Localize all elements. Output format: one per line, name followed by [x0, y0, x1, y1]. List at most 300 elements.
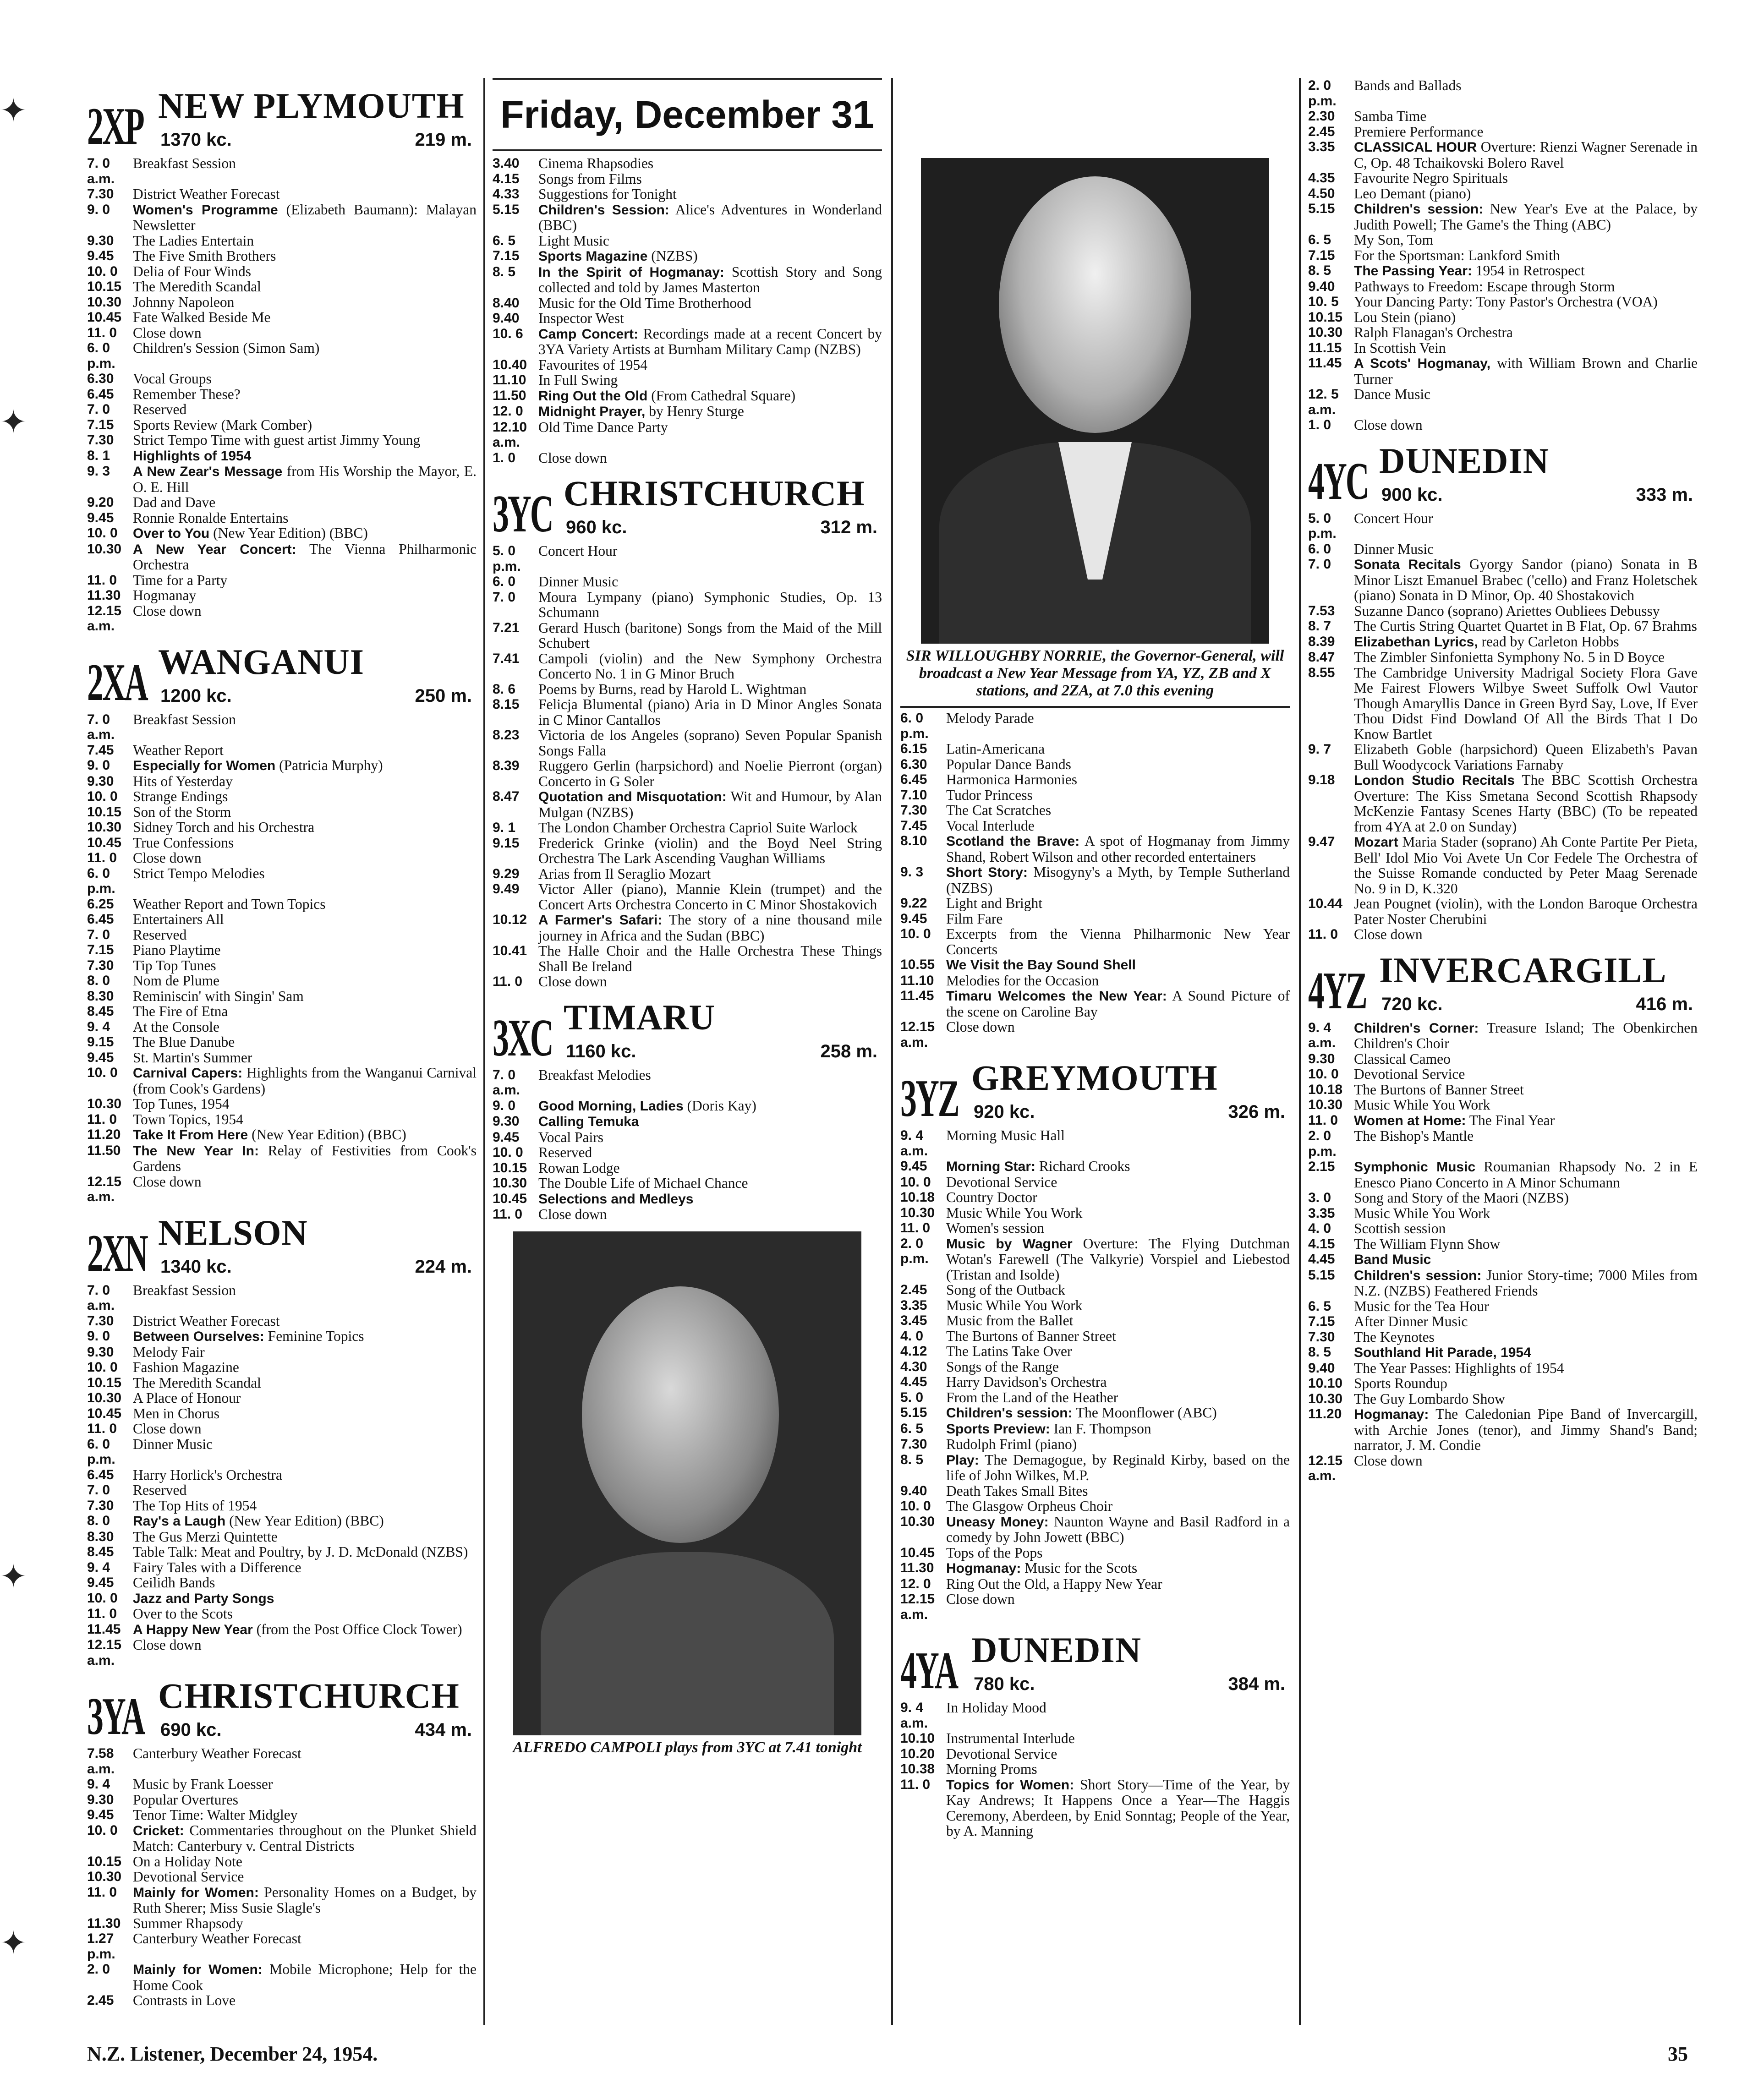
programme-title [1354, 232, 1698, 248]
programme-item [493, 1130, 882, 1145]
programme-item [493, 156, 882, 171]
programme-detail: 1954 in Retrospect [1472, 262, 1585, 279]
programme-item [900, 1220, 1290, 1236]
programme-time: 9. 4 a.m. [900, 1700, 928, 1731]
programme-title [1354, 1159, 1698, 1190]
programme-highlight: Between Ourselves: [133, 1329, 264, 1344]
programme-detail: Country Doctor [946, 1189, 1037, 1205]
programme-item [493, 326, 882, 357]
programme-item [87, 1345, 477, 1360]
programme-title [946, 757, 1290, 772]
programme-detail: Instrumental Interlude [946, 1730, 1075, 1746]
programme-item [900, 1359, 1290, 1375]
programme-highlight: Topics for Women: [946, 1777, 1074, 1793]
programme-detail: Victor Aller (piano), Mannie Klein (trumpet) and the Concert Arts Orchestra Concerto in C Minor Shostakovich [538, 881, 882, 913]
programme-time: 10.10 [1308, 1376, 1343, 1391]
programme-time: 4.33 [493, 186, 520, 202]
programme-time: 4.15 [493, 171, 520, 186]
programme-title [133, 1050, 477, 1066]
programme-title [946, 957, 1290, 973]
programme-title [538, 697, 882, 727]
programme-title [538, 233, 882, 249]
programme-detail: Vocal Interlude [946, 817, 1035, 834]
programme-title [946, 1282, 1290, 1298]
programme-detail: Suzanne Danco (soprano) Ariettes Oubliees Debussy [1354, 602, 1660, 619]
programme-detail: The Vienna Philharmonic Orchestra [133, 541, 477, 573]
programme-time: 8. 5 [1308, 1345, 1331, 1360]
programme-detail: Melody Fair [133, 1344, 205, 1360]
programme-list [900, 1700, 1290, 1839]
programme-title [133, 866, 477, 897]
programme-time: 10.30 [87, 1390, 122, 1405]
programme-title [538, 943, 882, 974]
programme-title [133, 387, 477, 402]
programme-detail: Summer Rhapsody [133, 1915, 243, 1931]
programme-highlight: Timaru Welcomes the New Year: [946, 989, 1167, 1004]
station-city: TIMARU [564, 997, 715, 1037]
programme-time: 9. 0 [493, 1098, 516, 1113]
programme-time: 3.35 [1308, 139, 1335, 154]
programme-detail: The Glasgow Orpheus Choir [946, 1498, 1113, 1514]
programme-title [1354, 387, 1698, 417]
programme-item [900, 1483, 1290, 1499]
programme-time: 7.30 [87, 432, 114, 448]
programme-title [133, 1606, 477, 1622]
programme-title [946, 818, 1290, 834]
programme-title [133, 1885, 477, 1916]
programme-detail: Latin-Americana [946, 741, 1045, 757]
programme-item [87, 1112, 477, 1127]
programme-title [133, 248, 477, 264]
programme-time: 9.45 [87, 248, 114, 263]
programme-time: 3.45 [900, 1313, 927, 1328]
programme-time: 10. 0 [1308, 1066, 1339, 1082]
programme-highlight: The New Year In: [133, 1143, 259, 1159]
programme-detail: Suggestions for Tonight [538, 186, 677, 202]
programme-time: 7. 0 [87, 927, 110, 942]
programme-time: 10. 0 [900, 926, 931, 941]
programme-detail: Breakfast Session [133, 711, 236, 727]
station-frequency: 1160 kc. [566, 1041, 636, 1061]
programme-title [1354, 1020, 1698, 1051]
programme-item [87, 1746, 477, 1777]
programme-time: 7. 0 a.m. [87, 156, 115, 186]
programme-time: 10.15 [87, 1854, 122, 1869]
programme-title [1354, 772, 1698, 834]
programme-detail: Morning Proms [946, 1761, 1037, 1777]
programme-detail: Close down [538, 1206, 607, 1222]
programme-title [1354, 355, 1698, 387]
programme-detail: Songs from Films [538, 170, 642, 187]
programme-title [133, 1591, 477, 1607]
programme-title [133, 1065, 477, 1096]
programme-title [133, 1437, 477, 1467]
programme-item [900, 1019, 1290, 1050]
programme-title [133, 1375, 477, 1391]
programme-time: 10. 0 [87, 1360, 118, 1375]
programme-title [946, 1205, 1290, 1221]
column-2 [493, 78, 882, 1763]
programme-time: 2.45 [87, 1993, 114, 2008]
programme-time: 4. 0 [1308, 1221, 1331, 1236]
station-2XN [87, 1209, 477, 1668]
programme-highlight: Mozart [1354, 835, 1398, 850]
programme-detail: (Elizabeth Baumann): Malayan Newsletter [133, 201, 477, 233]
programme-item [493, 388, 882, 404]
programme-highlight: Camp Concert: [538, 326, 638, 342]
programme-item [1308, 248, 1698, 263]
programme-item [1308, 1066, 1698, 1082]
programme-time: 8.39 [1308, 634, 1335, 649]
programme-detail: Old Time Dance Party [538, 419, 668, 435]
programme-time: 4. 0 [900, 1328, 924, 1344]
programme-detail: Children's Session (Simon Sam) [133, 340, 320, 356]
programme-item [87, 989, 477, 1004]
programme-item [900, 1190, 1290, 1205]
programme-detail: Song of the Outback [946, 1282, 1065, 1298]
programme-title [133, 958, 477, 973]
programme-title [1354, 201, 1698, 232]
programme-title [538, 1207, 882, 1222]
programme-detail: Short Story—Time of the Year, by Kay Andrews; It Happens Once a Year—The Haggis Ceremony, Aberdeen, by Enid Sonntag; People of the Year, by A. Manning [946, 1776, 1290, 1839]
programme-item [900, 926, 1290, 957]
programme-detail: Songs of the Range [946, 1358, 1059, 1375]
programme-detail: Close down [133, 1637, 202, 1653]
binding-mark-icon: ✦ [0, 405, 27, 440]
programme-item [900, 911, 1290, 927]
programme-item [900, 1128, 1290, 1159]
programme-detail: Scottish Story and Song collected and told by James Masterton [538, 263, 882, 295]
programme-item [87, 1807, 477, 1823]
programme-item [1308, 1453, 1698, 1484]
column-rule [483, 78, 485, 2025]
programme-item [493, 450, 882, 466]
programme-title [1354, 248, 1698, 263]
programme-item [87, 1792, 477, 1808]
programme-item [87, 1606, 477, 1622]
portrait-photo-norrie [921, 158, 1269, 644]
programme-detail: Fate Walked Beside Me [133, 309, 271, 325]
programme-title [133, 1004, 477, 1019]
programme-detail: Music While You Work [946, 1204, 1083, 1221]
programme-item [87, 1931, 477, 1962]
programme-item [87, 1143, 477, 1174]
programme-title [946, 1545, 1290, 1561]
programme-detail: Weather Report and Town Topics [133, 896, 326, 912]
programme-title [946, 864, 1290, 896]
programme-time: 8.39 [493, 758, 520, 773]
programme-detail: Dance Music [1354, 386, 1431, 402]
programme-title [133, 1482, 477, 1498]
programme-title [1354, 417, 1698, 433]
programme-item [87, 603, 477, 634]
programme-item [87, 958, 477, 973]
programme-item [1308, 834, 1698, 896]
programme-item [900, 1576, 1290, 1592]
programme-detail: Alice's Adventures in Wonderland (BBC) [538, 201, 882, 233]
programme-title [133, 371, 477, 387]
programme-detail: Strict Tempo Melodies [133, 865, 265, 881]
programme-time: 6.45 [900, 772, 927, 787]
programme-time: 9.45 [493, 1129, 520, 1145]
programme-item [493, 202, 882, 233]
programme-detail: Felicja Blumental (piano) Aria in D Minor Angles Sonata in C Minor Cantallos [538, 696, 882, 728]
programme-title [538, 836, 882, 866]
programme-item [900, 1390, 1290, 1405]
programme-item [1308, 201, 1698, 232]
programme-detail: Pathways to Freedom: Escape through Storm [1354, 278, 1615, 295]
programme-title [538, 543, 882, 574]
programme-time: 6.45 [87, 912, 114, 927]
programme-highlight: Women's Programme [133, 202, 278, 218]
programme-item [1308, 340, 1698, 356]
programme-detail: by Henry Sturge [645, 403, 744, 419]
programme-item [87, 1174, 477, 1205]
programme-detail: Top Tunes, 1954 [133, 1096, 230, 1112]
programme-title [1354, 294, 1698, 310]
programme-detail: Overture: The Flying Dutchman Wotan's Farewell (The Valkyrie) Vorspiel and Liebestod (Tristan and Isolde) [946, 1235, 1290, 1283]
programme-time: 8. 7 [1308, 618, 1331, 634]
programme-time: 7. 0 [87, 1482, 110, 1498]
programme-title [946, 772, 1290, 787]
programme-detail: Close down [133, 850, 202, 866]
programme-title [133, 588, 477, 603]
programme-time: 9.30 [1308, 1051, 1335, 1066]
station-call-sign: 2XA [87, 653, 147, 712]
programme-detail: Music for the Tea Hour [1354, 1298, 1489, 1314]
binding-mark-icon: ✦ [0, 1559, 27, 1595]
programme-item [1308, 186, 1698, 202]
programme-title [538, 881, 882, 912]
programme-title [133, 912, 477, 927]
programme-title [1354, 1391, 1698, 1407]
portrait-face [999, 176, 1191, 433]
programme-title [946, 1731, 1290, 1746]
programme-detail: Ceilidh Bands [133, 1575, 215, 1591]
programme-time: 10. 0 [87, 1065, 118, 1080]
programme-title [946, 1576, 1290, 1592]
programme-detail: The Cambridge University Madrigal Society Flora Gave Me Fairest Flowers Wilbye Sweet Suffolk Owl Vautor Though Amaryllis Dance in Green Byrd Say, Love, If Ever Thou Didst Find Dowland Of All the Birds That I Do Know Bartlet [1354, 664, 1698, 742]
programme-detail: Reserved [133, 401, 187, 417]
column-rule [1299, 78, 1301, 2025]
programme-item [493, 357, 882, 373]
programme-detail: Leo Demant (piano) [1354, 185, 1471, 202]
programme-item [87, 1823, 477, 1854]
programme-detail: Your Dancing Party: Tony Pastor's Orchestra (VOA) [1354, 294, 1658, 310]
programme-title [538, 820, 882, 836]
programme-item [87, 310, 477, 325]
programme-time: 10.45 [87, 835, 122, 850]
programme-title [538, 186, 882, 202]
programme-item [87, 1065, 477, 1096]
programme-time: 9. 3 [900, 864, 924, 880]
station-city: NELSON [158, 1212, 308, 1252]
programme-item [493, 264, 882, 295]
station-call-sign: 4YA [900, 1641, 957, 1700]
programme-item [87, 712, 477, 743]
programme-time: 10.20 [900, 1746, 935, 1761]
programme-time: 9.45 [87, 1575, 114, 1590]
programme-detail: with William Brown and Charlie Turner [1354, 355, 1698, 387]
programme-title [1354, 1066, 1698, 1082]
programme-title [946, 787, 1290, 803]
programme-time: 11.20 [1308, 1406, 1342, 1422]
programme-detail: Piano Playtime [133, 942, 221, 958]
programme-time: 11. 0 [1308, 1112, 1338, 1128]
programme-time: 10.12 [493, 912, 527, 927]
programme-detail: Maria Stader (soprano) Ah Conte Partite Per Pieta, Bell' Idol Mio Voi Avete Un Cor Fedele The Orchestra of the Suisse Romande conducted by Peter Maag Serenade No. 9 in D, K.320 [1354, 834, 1698, 897]
programme-detail: Table Talk: Meat and Poultry, by J. D. McDonald (NZBS) [133, 1544, 468, 1560]
programme-item [87, 233, 477, 249]
programme-item [900, 711, 1290, 741]
programme-item [900, 1545, 1290, 1561]
programme-item [87, 432, 477, 448]
programme-title [133, 1112, 477, 1127]
programme-detail: Rudolph Friml (piano) [946, 1436, 1077, 1452]
programme-title [133, 850, 477, 866]
programme-highlight: Children's session: [946, 1405, 1073, 1421]
programme-item [87, 1575, 477, 1591]
programme-title [133, 743, 477, 758]
programme-time: 9. 0 [87, 1329, 110, 1344]
programme-item [900, 1313, 1290, 1329]
station-header [87, 82, 477, 155]
programme-detail: St. Martin's Summer [133, 1049, 252, 1066]
programme-time: 11.45 [900, 988, 934, 1003]
programme-time: 12. 5 a.m. [1308, 387, 1339, 417]
programme-highlight: Ray's a Laugh [133, 1514, 226, 1529]
programme-detail: Strange Endings [133, 788, 228, 804]
programme-time: 8.45 [87, 1544, 114, 1559]
programme-item [87, 448, 477, 464]
programme-item [1308, 1128, 1698, 1159]
programme-item [1308, 1236, 1698, 1252]
programme-title [1354, 634, 1698, 650]
programme-item [87, 295, 477, 310]
programme-item [1308, 1159, 1698, 1190]
programme-detail: Tops of the Pops [946, 1544, 1043, 1561]
programme-detail: The Demagogue, by Reginald Kirby, based on the life of John Wilkes, M.P. [946, 1451, 1290, 1483]
programme-item [1308, 742, 1698, 772]
programme-detail: Reserved [133, 926, 187, 943]
programme-title [133, 1622, 477, 1638]
programme-item [87, 912, 477, 927]
programme-highlight: Midnight Prayer, [538, 404, 646, 419]
programme-title [133, 1390, 477, 1406]
programme-item [900, 1437, 1290, 1452]
programme-detail: Elizabeth Goble (harpsichord) Queen Elizabeth's Pavan Bull Woodycock Variations Farnaby [1354, 741, 1698, 773]
portrait-body [541, 1552, 834, 1735]
programme-highlight: Highlights of 1954 [133, 448, 252, 464]
programme-title [133, 340, 477, 371]
programme-time: 9. 4 [87, 1777, 110, 1792]
programme-title [538, 682, 882, 697]
station-header [1308, 437, 1698, 510]
programme-highlight: Short Story: [946, 865, 1028, 880]
programme-highlight: Jazz and Party Songs [133, 1591, 274, 1606]
programme-time: 6.30 [87, 371, 114, 386]
programme-detail: Concert Hour [1354, 510, 1433, 526]
programme-detail: Close down [133, 1173, 202, 1190]
programme-item [900, 818, 1290, 834]
programme-detail: In Full Swing [538, 372, 618, 388]
programme-time: 8. 5 [900, 1452, 924, 1467]
programme-time: 11. 0 [900, 1777, 931, 1792]
programme-detail: Samba Time [1354, 108, 1427, 124]
programme-detail: (New Year Edition) (BBC) [225, 1513, 384, 1529]
programme-time: 10.18 [1308, 1082, 1343, 1097]
programme-item [900, 988, 1290, 1019]
programme-time: 7.41 [493, 651, 520, 666]
programme-time: 6.45 [87, 386, 114, 402]
programme-detail: The Halle Choir and the Halle Orchestra These Things Shall Be Ireland [538, 943, 882, 974]
station-3YC [493, 469, 882, 990]
programme-title [538, 404, 882, 420]
programme-detail: The Fire of Etna [133, 1003, 228, 1019]
programme-title [946, 896, 1290, 911]
programme-title [133, 1406, 477, 1422]
programme-time: 6. 5 [1308, 1298, 1331, 1314]
programme-title [946, 803, 1290, 818]
programme-time: 4.15 [1308, 1236, 1335, 1252]
programme-time: 10. 0 [900, 1174, 931, 1190]
station-frequency: 690 kc. [160, 1720, 222, 1740]
programme-title [133, 573, 477, 588]
programme-detail: Campoli (violin) and the New Symphony Orchestra Concerto No. 1 in G Minor Bruch [538, 650, 882, 682]
programme-time: 10.30 [900, 1205, 935, 1220]
programme-detail: Moura Lympany (piano) Symphonic Studies, Op. 13 Schumann [538, 589, 882, 620]
programme-time: 11.50 [493, 388, 526, 403]
programme-time: 10.45 [87, 1405, 122, 1421]
programme-detail: Harry Davidson's Orchestra [946, 1374, 1107, 1390]
programme-time: 7.30 [900, 1437, 927, 1452]
programme-item [1308, 1082, 1698, 1098]
programme-detail: Roumanian Rhapsody No. 2 in E Enesco Piano Concerto in A Minor Schumann [1354, 1159, 1698, 1191]
programme-time: 7.30 [900, 803, 927, 818]
station-city: INVERCARGILL [1379, 950, 1667, 990]
programme-title [538, 450, 882, 466]
programme-time: 11.30 [87, 1915, 121, 1931]
programme-detail: Bands and Ballads [1354, 77, 1462, 93]
station-wavelength: 434 m. [415, 1720, 472, 1740]
programme-title [538, 326, 882, 357]
programme-title [946, 1700, 1290, 1731]
programme-item [87, 186, 477, 202]
programme-time: 6. 0 p.m. [87, 340, 115, 371]
programme-detail: Vocal Pairs [538, 1129, 604, 1145]
programme-title [133, 1019, 477, 1035]
photo-caption: ALFREDO CAMPOLI plays from 3YC at 7.41 tonight [513, 1739, 862, 1756]
programme-title [946, 1761, 1290, 1777]
programme-title [1354, 1051, 1698, 1067]
programme-title [133, 1962, 477, 1993]
programme-item [493, 1160, 882, 1176]
programme-item [87, 927, 477, 943]
programme-time: 9.30 [87, 233, 114, 248]
station-wavelength: 312 m. [820, 517, 877, 537]
programme-title [538, 1145, 882, 1160]
programme-title [538, 295, 882, 311]
programme-highlight: Children's session: [1354, 1268, 1482, 1283]
programme-item [900, 896, 1290, 911]
programme-title [538, 357, 882, 373]
programme-detail: Men in Chorus [133, 1405, 219, 1422]
programme-time: 4.30 [900, 1359, 927, 1374]
programme-time: 11. 0 [87, 1606, 117, 1621]
programme-detail: The Zimbler Sinfonietta Symphony No. 5 in D Boyce [1354, 649, 1665, 665]
programme-item [900, 787, 1290, 803]
programme-time: 11. 0 [87, 1111, 117, 1127]
